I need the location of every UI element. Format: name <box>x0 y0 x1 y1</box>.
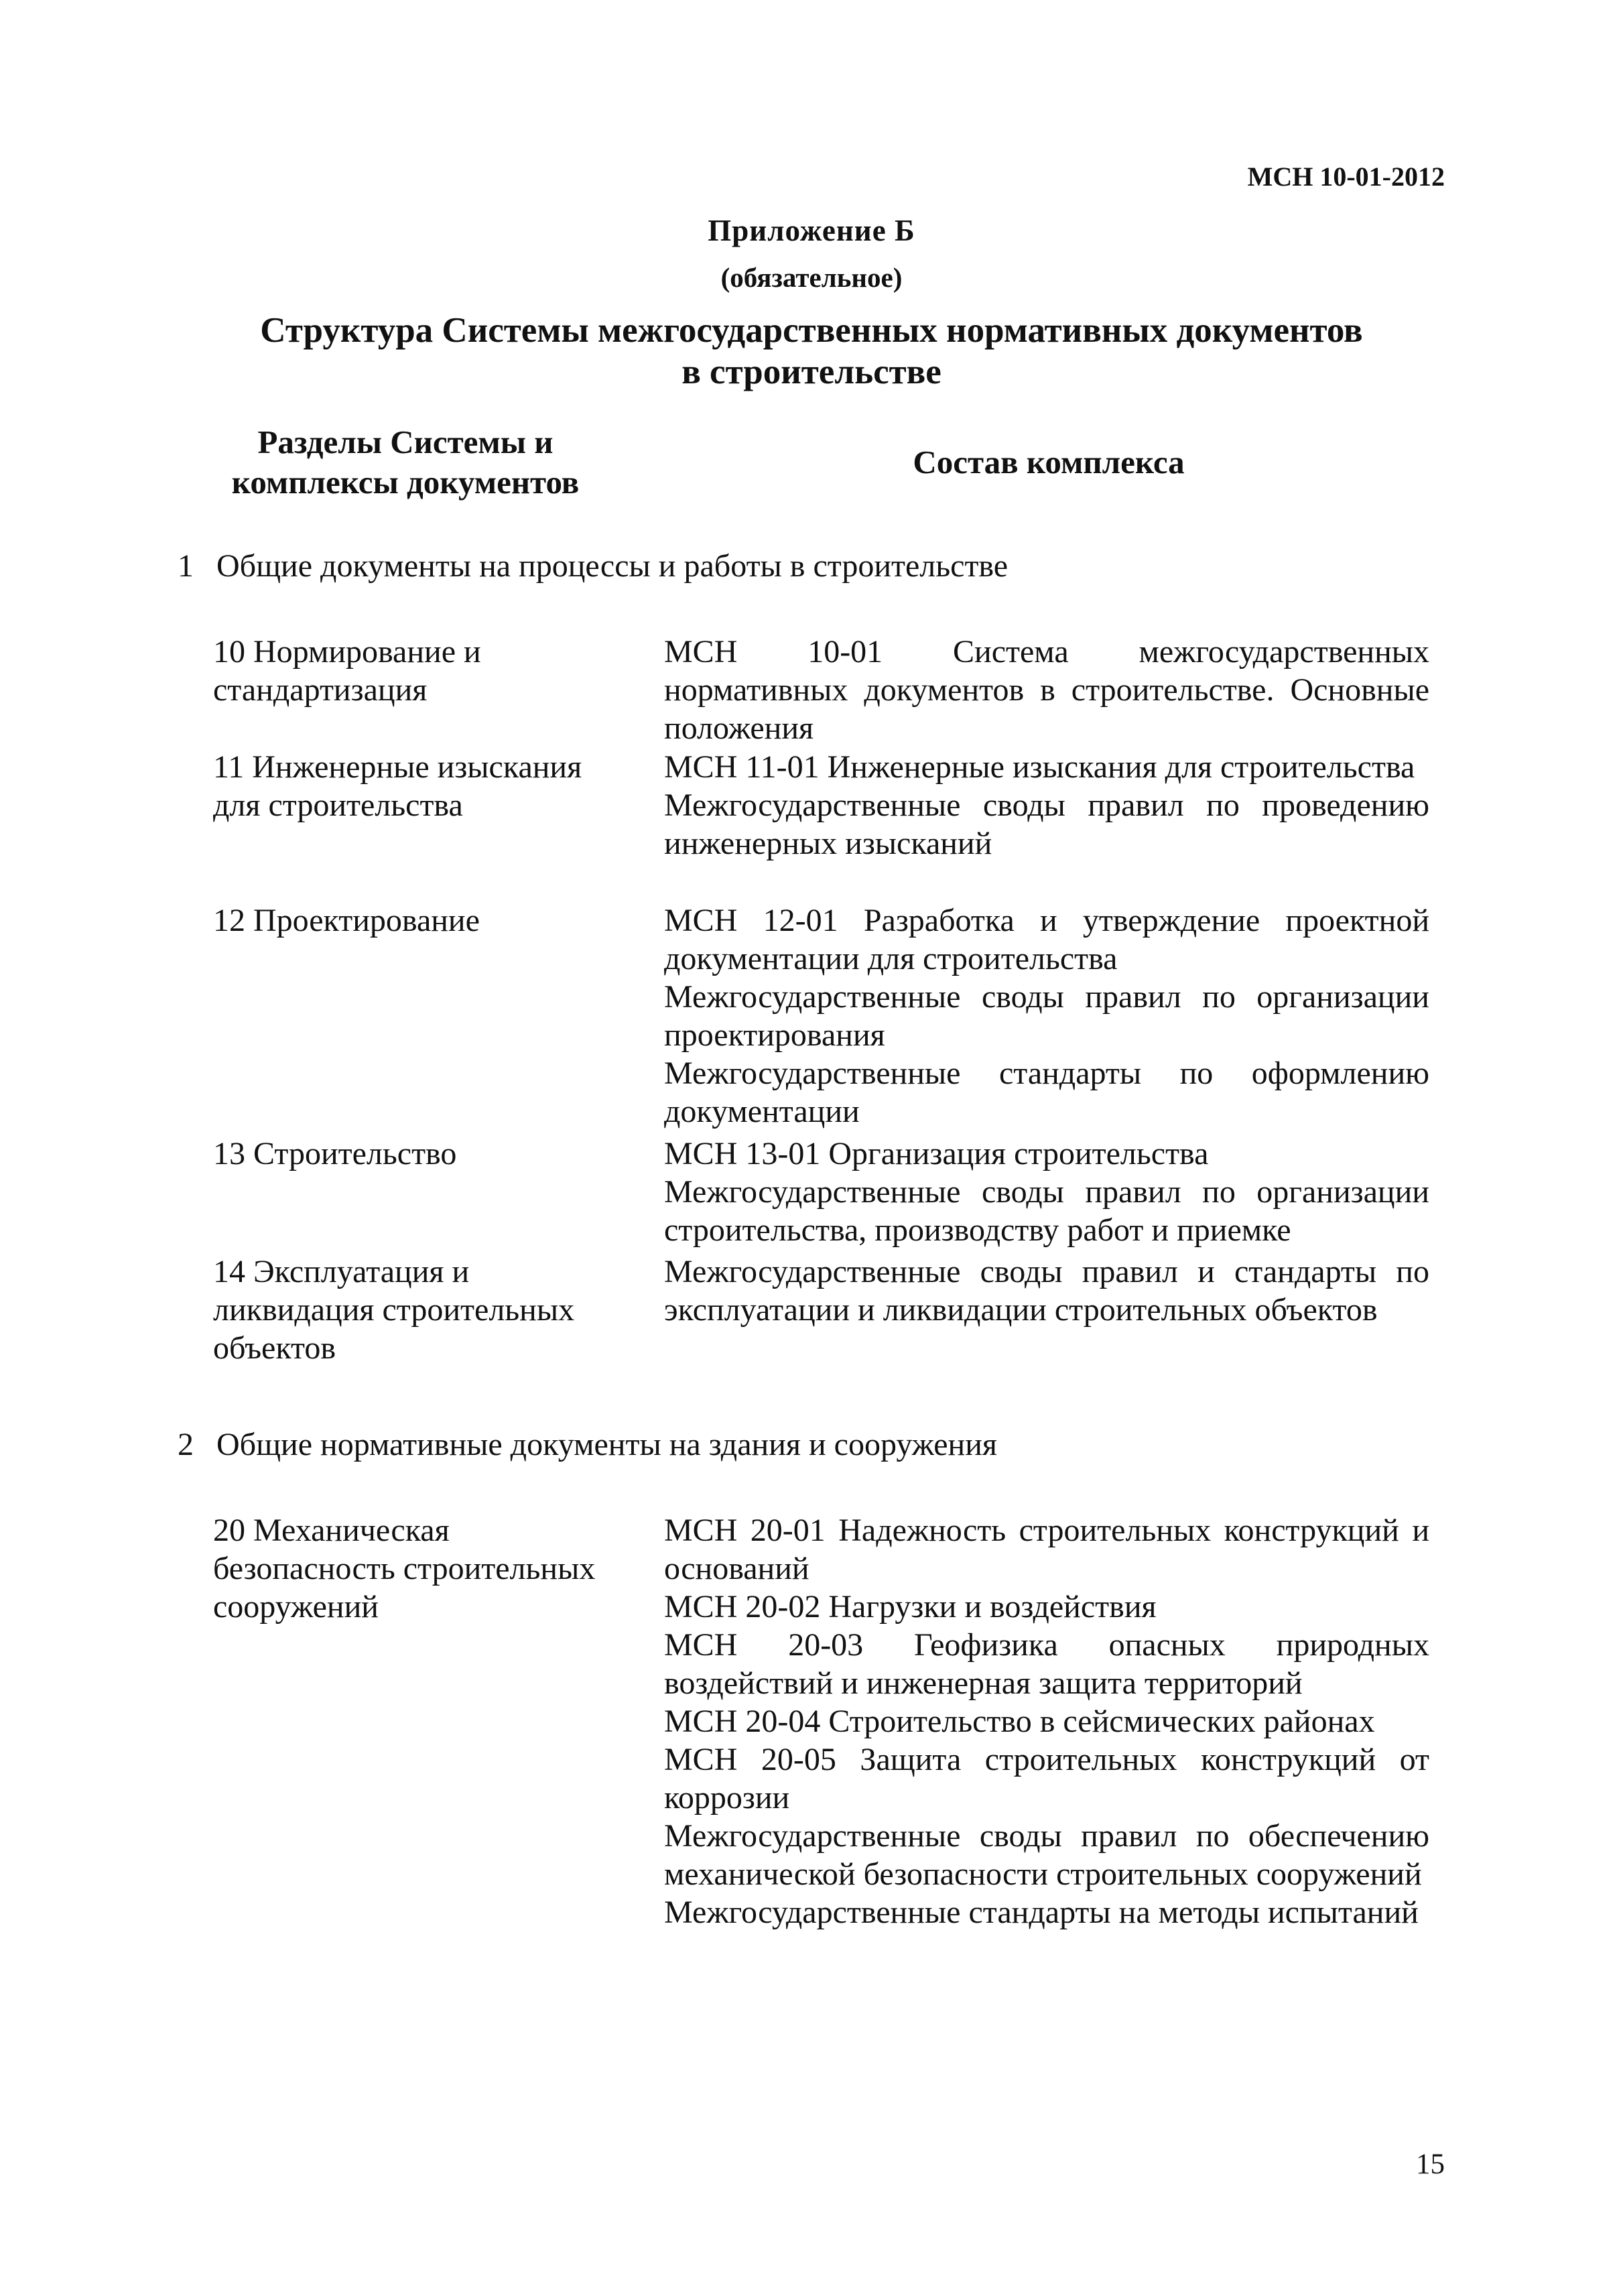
column-header-sections <box>188 422 623 503</box>
table-row <box>213 748 1429 901</box>
section-line: 11 Инженерные изыскания <box>213 749 582 785</box>
composition-entry: МСН 20-03 Геофизика опасных природных воздействий и инженерная защита территорий <box>664 1627 1429 1701</box>
section-cell <box>213 1135 664 1253</box>
table-row <box>213 1511 1429 1931</box>
composition-cell <box>664 1511 1429 1931</box>
section-line: сооружений <box>213 1589 379 1624</box>
section-line: 14 Эксплуатация и <box>213 1254 470 1289</box>
section-line: объектов <box>213 1330 336 1366</box>
appendix-note: (обязательное) <box>720 262 903 293</box>
composition-entry: Межгосударственные стандарты на методы испытаний <box>664 1895 1419 1930</box>
section-table <box>213 1511 1429 1931</box>
section-line: 10 Нормирование и <box>213 634 481 669</box>
section-line: безопасность строительных <box>213 1551 596 1586</box>
section-cell <box>213 748 664 901</box>
section-number: 2 <box>178 1427 194 1462</box>
composition-entry: МСН 20-01 Надежность строительных конструкций и оснований <box>664 1513 1429 1586</box>
composition-entry: МСН 11-01 Инженерные изыскания для строительства <box>664 749 1415 785</box>
appendix-title: Приложение Б <box>708 214 915 247</box>
composition-entry: МСН 20-05 Защита строительных конструкций от коррозии <box>664 1742 1429 1815</box>
composition-entry: МСН 20-02 Нагрузки и воздействия <box>664 1589 1157 1624</box>
table-row <box>213 1253 1429 1367</box>
section-line: для строительства <box>213 787 463 823</box>
table-row <box>213 1135 1429 1253</box>
composition-entry: Межгосударственные своды правил и стандарты по эксплуатации и ликвидации строительных объектов <box>664 1254 1429 1328</box>
composition-entry: Межгосударственные стандарты по оформлению документации <box>664 1056 1429 1129</box>
section-cell <box>213 901 664 1135</box>
document-code: МСН 10-01-2012 <box>1247 162 1445 192</box>
section-line: ликвидация строительных <box>213 1292 575 1328</box>
page-title-line-2: в строительстве <box>681 353 942 391</box>
table-row <box>213 633 1429 748</box>
composition-cell <box>664 1253 1429 1367</box>
section-table <box>213 633 1429 1367</box>
composition-entry: Межгосударственные своды правил по организации проектирования <box>664 979 1429 1053</box>
table-row <box>213 901 1429 1135</box>
section-title: Общие нормативные документы на здания и сооружения <box>216 1427 997 1462</box>
column-header-sections-line-1: Разделы Системы и <box>257 424 554 460</box>
composition-entry: Межгосударственные своды правил по обеспечению механической безопасности строительных сооружений <box>664 1818 1429 1892</box>
section-cell <box>213 1511 664 1931</box>
section-cell <box>213 633 664 748</box>
page-title-line-1: Структура Системы межгосударственных нормативных документов <box>260 311 1363 350</box>
section-heading <box>178 1425 997 1464</box>
composition-cell <box>664 748 1429 901</box>
section-line: 20 Механическая <box>213 1513 450 1548</box>
composition-entry: МСН 13-01 Организация строительства <box>664 1136 1209 1171</box>
composition-cell <box>664 1135 1429 1253</box>
page-number: 15 <box>1416 2149 1445 2180</box>
composition-entry: МСН 12-01 Разработка и утверждение проектной документации для строительства <box>664 903 1429 976</box>
column-header-sections-line-2: комплексы документов <box>231 464 580 501</box>
composition-cell <box>664 633 1429 748</box>
composition-cell <box>664 901 1429 1135</box>
section-line: 13 Строительство <box>213 1136 457 1171</box>
page-title <box>0 310 1623 393</box>
section-number: 1 <box>178 548 194 584</box>
composition-entry: МСН 20-04 Строительство в сейсмических районах <box>664 1704 1375 1739</box>
composition-entry: МСН 10-01 Система межгосударственных нормативных документов в строительстве. Основные положения <box>664 634 1429 746</box>
section-title: Общие документы на процессы и работы в строительстве <box>216 548 1009 584</box>
composition-entry: Межгосударственные своды правил по организации строительства, производству работ и приемке <box>664 1174 1429 1248</box>
section-cell <box>213 1253 664 1367</box>
column-header-composition: Состав комплекса <box>913 444 1185 481</box>
section-heading <box>178 547 1008 586</box>
section-line: 12 Проектирование <box>213 903 480 938</box>
section-line: стандартизация <box>213 672 428 708</box>
composition-entry: Межгосударственные своды правил по проведению инженерных изысканий <box>664 787 1429 861</box>
